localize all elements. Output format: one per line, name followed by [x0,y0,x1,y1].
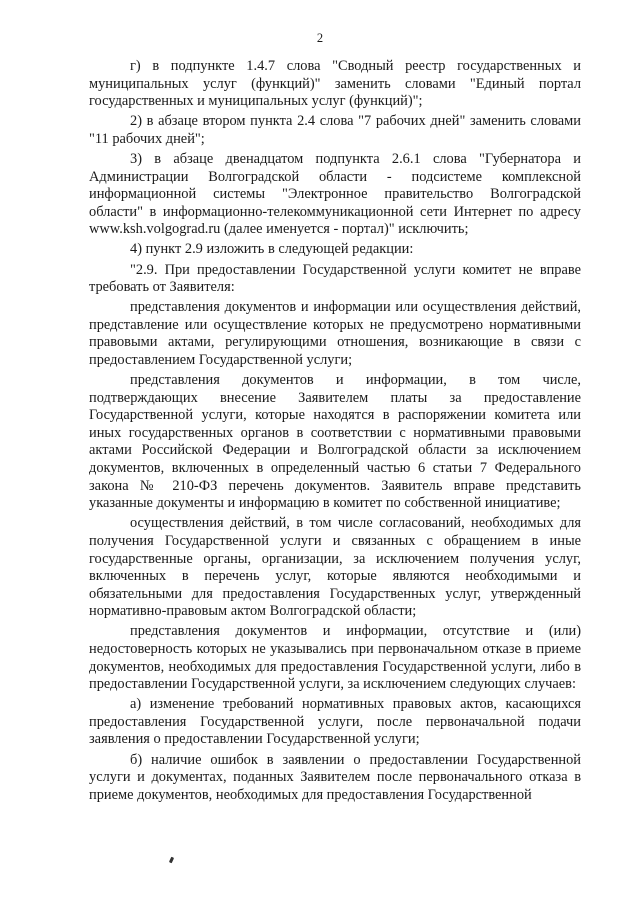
scan-mark [169,857,174,864]
paragraph: представления документов и информации, в том числе, подтверждающих внесение Заявителем платы за предоставление Государственной услуги, которые находятся в распоряжении комитета или иных государственных органов в соответствии с нормативными правовыми актами Российской Федерации и Волгоградской области за исключением документов, включенных в определенный частью 6 статьи 7 Федерального закона № 210-ФЗ перечень документов. Заявитель вправе представить указанные документы и информацию в комитет по собственной инициативе; [89,372,581,512]
paragraph: б) наличие ошибок в заявлении о предоставлении Государственной услуги и документах, поданных Заявителем после первоначального отказа в приеме документов, необходимых для предоставления Государственной [89,751,581,803]
page-number: 2 [316,31,324,45]
paragraph: 2) в абзаце втором пункта 2.4 слова "7 рабочих дней" заменить словами "11 рабочих дней"; [89,113,581,147]
paragraph: осуществления действий, в том числе согласований, необходимых для получения Государственной услуги и связанных с обращением в иные государственные органы, организации, за исключением получения услуг, включенных в перечень услуг, которые являются необходимыми и обязательными для предоставления Государственных услуг, утвержденный нормативно-правовым актом Волгоградской области; [89,515,581,620]
document-body [89,58,581,807]
paragraph: представления документов и информации или осуществления действий, представление или осуществление которых не предусмотрено нормативными правовыми актами, регулирующими отношения, возникающие в связи с предоставлением Государственной услуги; [89,299,581,368]
paragraph: 3) в абзаце двенадцатом подпункта 2.6.1 слова "Губернатора и Администрации Волгоградской области - подсистеме комплексной информационной системы "Электронное правительство Волгоградской области" в информационно-телекоммуникационной сети Интернет по адресу www.ksh.volgograd.ru (далее именуется - портал)" исключить; [89,150,581,238]
paragraph: "2.9. При предоставлении Государственной услуги комитет не вправе требовать от Заявителя: [89,261,581,296]
paragraph: г) в подпункте 1.4.7 слова "Сводный реестр государственных и муниципальных услуг (функций)" заменить словами "Единый портал государственных и муниципальных услуг (функций)"; [89,58,581,110]
paragraph: представления документов и информации, отсутствие и (или) недостоверность которых не указывались при первоначальном отказе в приеме документов, необходимых для предоставления Государственной услуги, либо в предоставлении Государственной услуги, за исключением следующих случаев: [89,623,581,693]
paragraph: а) изменение требований нормативных правовых актов, касающихся предоставления Государственной услуги, после первоначальной подачи заявления о предоставлении Государственной услуги; [89,696,581,748]
paragraph: 4) пункт 2.9 изложить в следующей редакции: [130,241,414,258]
